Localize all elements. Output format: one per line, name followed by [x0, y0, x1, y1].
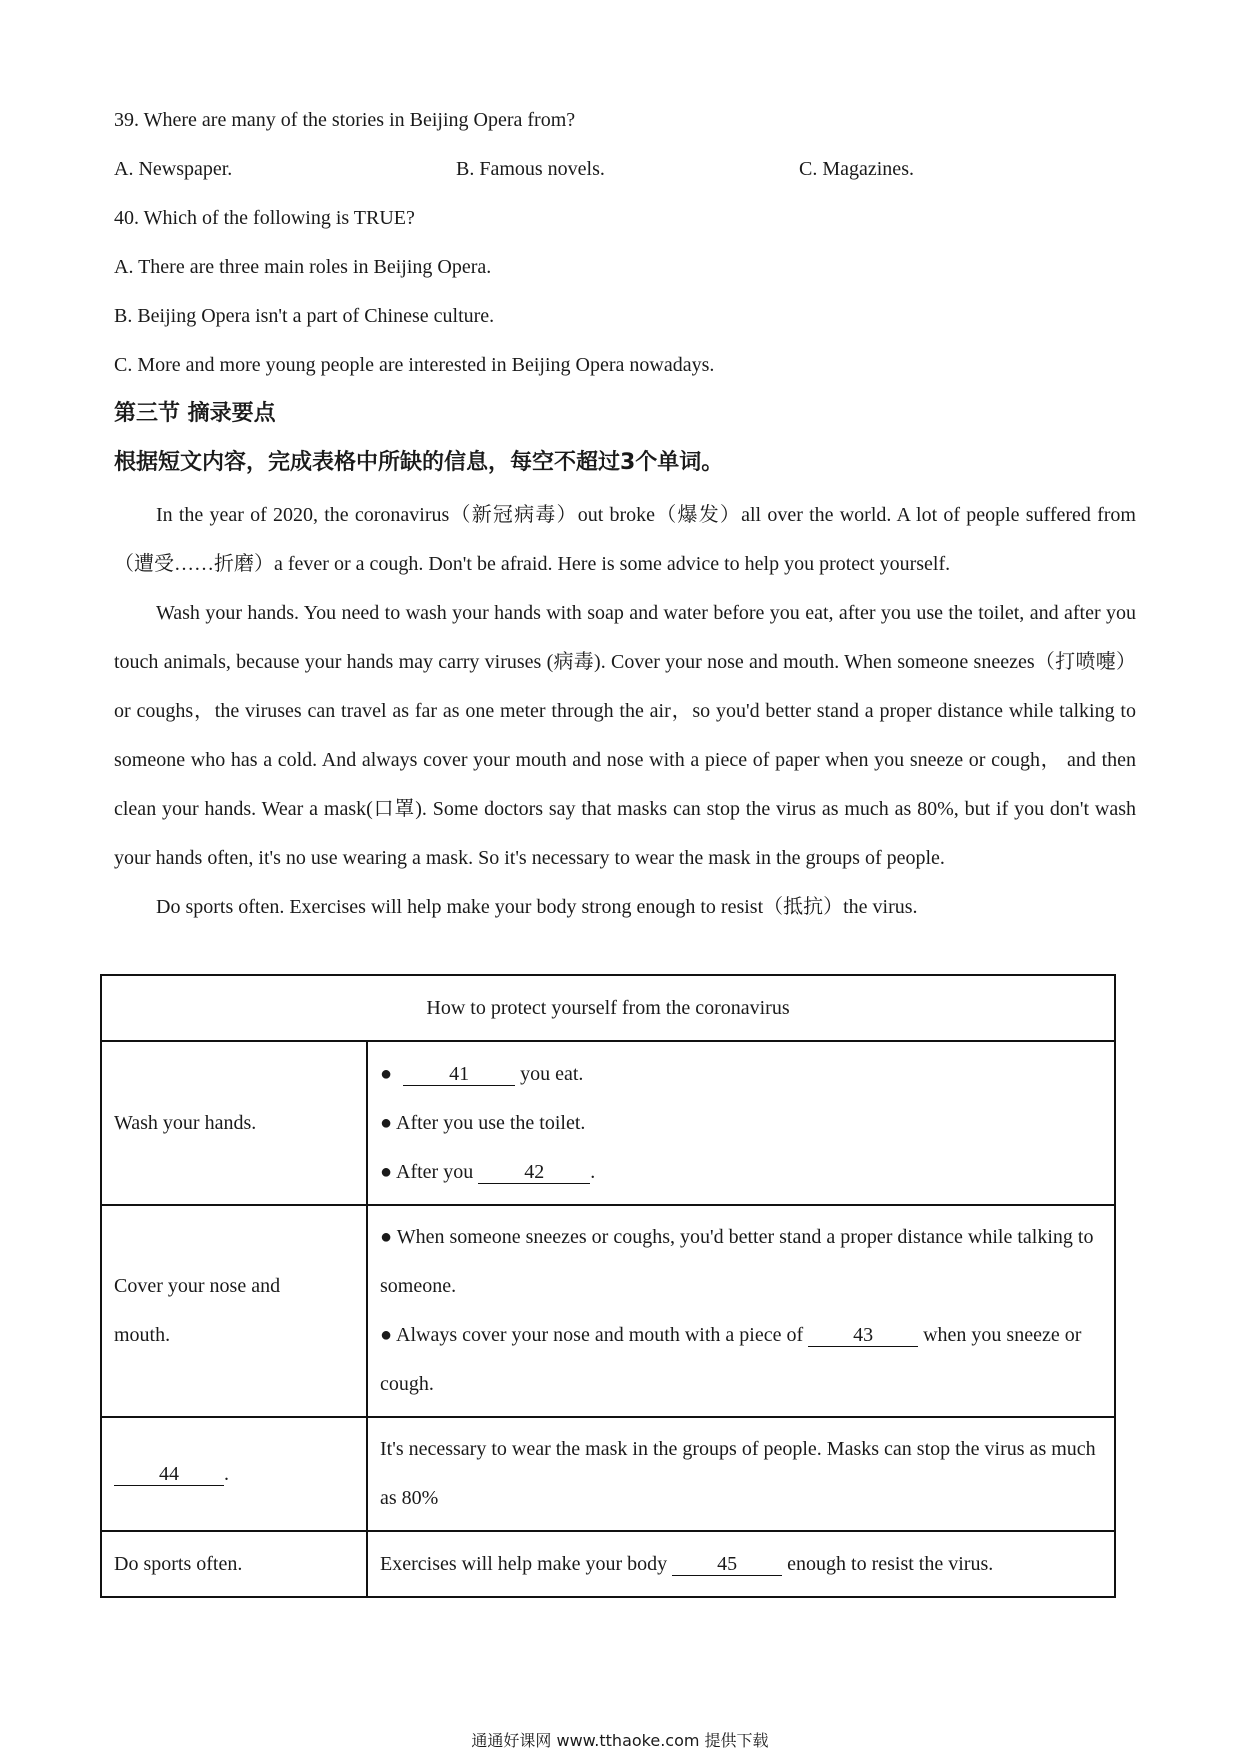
list-item — [380, 1050, 1104, 1099]
list-item — [380, 1099, 1104, 1148]
passage-paragraph-3: Do sports often. Exercises will help make your body strong enough to resist（抵抗）the virus. — [156, 896, 918, 918]
question-40: 40. Which of the following is TRUE? — [114, 207, 415, 229]
list-item-text: After you use the toilet. — [396, 1111, 586, 1134]
row-content-cover-nose — [368, 1206, 1114, 1416]
section-heading: 第三节 摘录要点 — [114, 401, 276, 426]
passage — [114, 491, 1136, 932]
list-item-text: . — [590, 1160, 596, 1183]
passage-paragraph-1: In the year of 2020, the coronavirus（新冠病毒）out broke（爆发）all over the world. A lot of people suffered from（遭受……折磨）a fever or a cough. Don't be afraid. Here is some advice to help you protect yourself. — [114, 504, 1136, 575]
table-row — [102, 1416, 1114, 1530]
row-label-period: . — [224, 1462, 229, 1485]
blank-41[interactable]: 41 — [403, 1063, 515, 1086]
row-text-part: Exercises will help make your body — [380, 1552, 673, 1575]
row-label-cover-nose: Cover your nose and mouth. — [102, 1206, 368, 1416]
list-item-text: you eat. — [515, 1062, 584, 1085]
row-content-sports — [368, 1532, 1114, 1596]
row-text — [380, 1540, 1104, 1589]
bullet-icon: ● — [380, 1324, 393, 1346]
bullet-icon: ● — [380, 1160, 393, 1183]
list-item — [380, 1213, 1104, 1311]
table-row — [102, 1040, 1114, 1204]
row-label-wash-hands: Wash your hands. — [102, 1042, 368, 1204]
table-row — [102, 1530, 1114, 1596]
q39-option-c: C. Magazines. — [799, 158, 914, 180]
passage-paragraph-2: Wash your hands. You need to wash your hands with soap and water before you eat, after you use the toilet, and after you touch animals, because your hands may carry viruses (病毒). Cover your nose and mouth. When someone sneezes（打喷嚏）or coughs，the viruses can travel as far as one meter through the air，so you'd better stand a proper distance while talking to someone who has a cold. And always cover your mouth and nose with a piece of paper when you sneeze or cough， and then clean your hands. Wear a mask(口罩). Some doctors say that masks can stop the virus as much as 80%, but if you don't wash your hands often, it's no use wearing a mask. So it's necessary to wear the mask in the groups of people. — [114, 602, 1136, 869]
list-item-text: After you — [396, 1160, 479, 1183]
blank-45[interactable]: 45 — [672, 1553, 782, 1576]
list-item-text: when you sneeze or cough. — [380, 1324, 1082, 1395]
bullet-icon: ● — [380, 1062, 393, 1085]
blank-44[interactable]: 44 — [114, 1463, 224, 1486]
row-label-blank-44 — [102, 1418, 368, 1530]
q40-option-c: C. More and more young people are interested in Beijing Opera nowadays. — [114, 354, 715, 376]
table-title: How to protect yourself from the coronavirus — [426, 996, 790, 1019]
blank-42[interactable]: 42 — [478, 1161, 590, 1184]
q39-option-a: A. Newspaper. — [114, 158, 233, 180]
bullet-icon: ● — [380, 1111, 393, 1134]
question-39: 39. Where are many of the stories in Beijing Opera from? — [114, 109, 576, 131]
list-item — [380, 1311, 1104, 1409]
row-content-wash-hands — [368, 1042, 1114, 1204]
table-row — [102, 1204, 1114, 1416]
footer-watermark: 通通好课网 www.tthaoke.com 提供下载 — [471, 1731, 769, 1750]
row-label-sports: Do sports often. — [102, 1532, 368, 1596]
table-title-row — [102, 976, 1114, 1040]
list-item-text: When someone sneezes or coughs, you'd better stand a proper distance while talking to someone. — [380, 1226, 1094, 1297]
bullet-icon: ● — [380, 1226, 393, 1248]
row-text-part: enough to resist the virus. — [782, 1552, 994, 1575]
row-text: It's necessary to wear the mask in the groups of people. Masks can stop the virus as much as 80% — [380, 1438, 1096, 1509]
q40-option-a: A. There are three main roles in Beijing Opera. — [114, 256, 492, 278]
q39-option-b: B. Famous novels. — [456, 158, 605, 180]
list-item-text: Always cover your nose and mouth with a piece of — [396, 1324, 809, 1346]
section-instruction: 根据短文内容，完成表格中所缺的信息，每空不超过3个单词。 — [114, 450, 724, 475]
row-content-mask — [368, 1418, 1114, 1530]
advice-table — [100, 974, 1116, 1598]
blank-43[interactable]: 43 — [808, 1324, 918, 1347]
list-item — [380, 1148, 1104, 1197]
q40-option-b: B. Beijing Opera isn't a part of Chinese culture. — [114, 305, 495, 327]
